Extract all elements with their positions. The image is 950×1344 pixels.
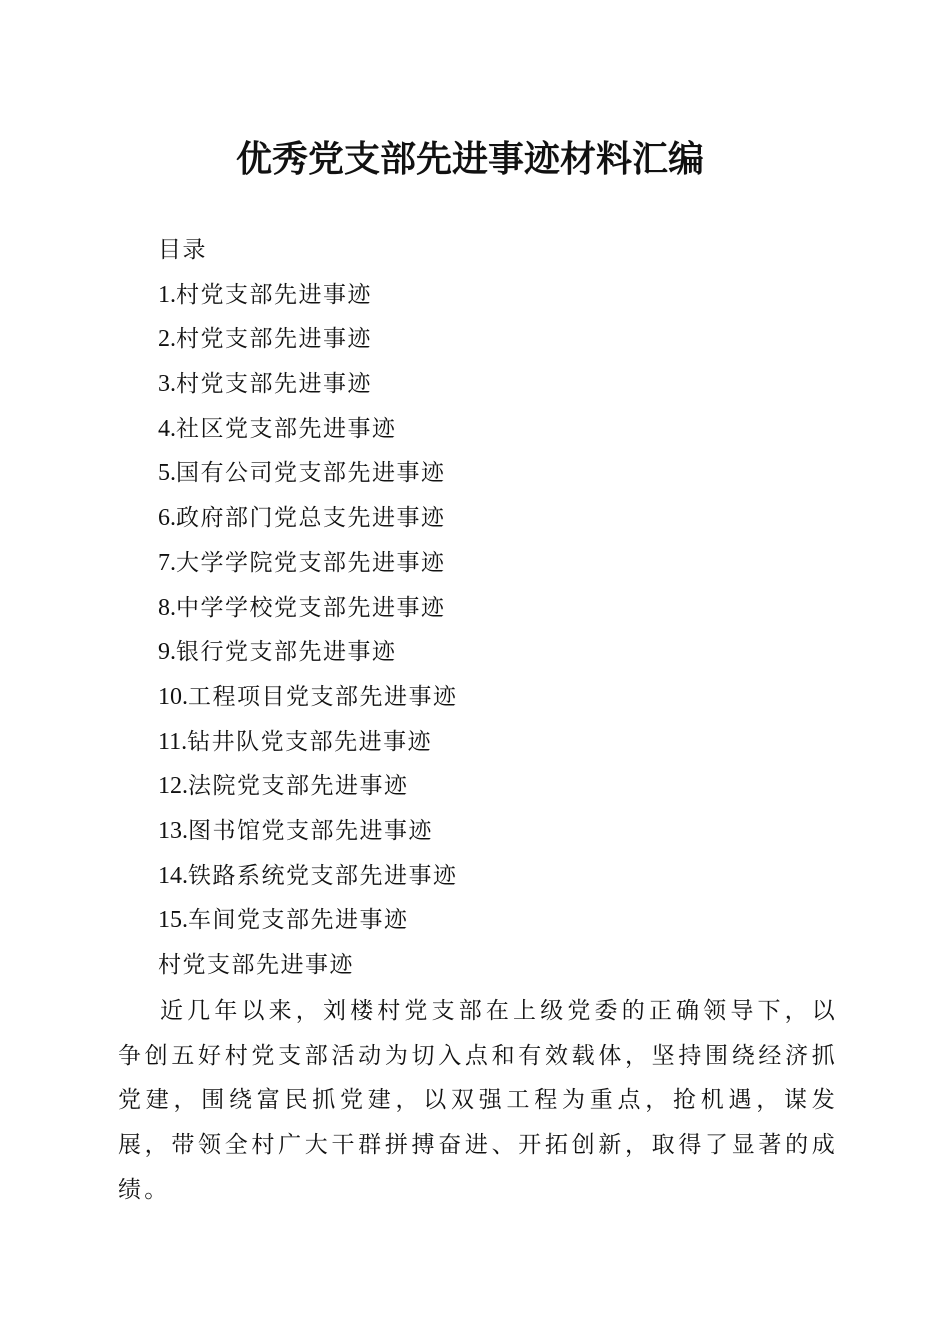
toc-item — [158, 675, 838, 720]
toc-item-number: 1. — [158, 281, 176, 308]
toc-item-text: 中学学校党支部先进事迹 — [176, 594, 446, 621]
toc-item — [158, 496, 838, 541]
toc-item-number: 8. — [158, 594, 176, 621]
table-of-contents — [158, 228, 838, 988]
toc-item-text: 村党支部先进事迹 — [176, 281, 372, 308]
toc-item-number: 9. — [158, 639, 176, 666]
toc-item-number: 6. — [158, 505, 176, 532]
toc-item — [158, 854, 838, 899]
toc-item-text: 车间党支部先进事迹 — [188, 907, 409, 934]
toc-item — [158, 586, 838, 631]
toc-item-text: 社区党支部先进事迹 — [176, 415, 397, 442]
toc-item — [158, 362, 838, 407]
toc-item-text: 国有公司党支部先进事迹 — [176, 460, 446, 487]
toc-item-text: 钻井队党支部先进事迹 — [187, 728, 433, 755]
toc-item-number: 2. — [158, 326, 176, 353]
toc-item — [158, 451, 838, 496]
toc-item — [158, 764, 838, 809]
toc-item-text: 村党支部先进事迹 — [176, 371, 372, 398]
toc-item — [158, 630, 838, 675]
toc-item-text: 图书馆党支部先进事迹 — [188, 817, 433, 844]
toc-item — [158, 720, 838, 765]
toc-item-number: 12. — [158, 773, 188, 800]
toc-item-number: 15. — [158, 907, 188, 934]
toc-item-number: 14. — [158, 862, 188, 889]
toc-item-number: 10. — [158, 683, 188, 710]
toc-item-number: 13. — [158, 817, 188, 844]
body-paragraph: 近几年以来，刘楼村党支部在上级党委的正确领导下，以争创五好村党支部活动为切入点和有效载体，坚持围绕经济抓党建，围绕富民抓党建，以双强工程为重点，抢机遇，谋发展，带领全村广大干群拼搏奋进、开拓创新，取得了显著的成绩。 — [118, 998, 838, 1203]
toc-item-text: 工程项目党支部先进事迹 — [188, 683, 458, 710]
toc-item — [158, 898, 838, 943]
toc-item-number: 5. — [158, 460, 176, 487]
toc-heading: 目录 — [158, 237, 207, 263]
toc-item-number: 3. — [158, 371, 176, 398]
toc-item-text: 村党支部先进事迹 — [176, 326, 372, 353]
toc-item-text: 政府部门党总支先进事迹 — [176, 505, 446, 532]
toc-item-number: 4. — [158, 415, 176, 442]
toc-item-text: 银行党支部先进事迹 — [176, 639, 397, 666]
toc-item — [158, 407, 838, 452]
toc-item-text: 铁路系统党支部先进事迹 — [188, 862, 458, 889]
section-heading: 村党支部先进事迹 — [158, 952, 354, 978]
toc-item — [158, 541, 838, 586]
toc-item-text: 法院党支部先进事迹 — [188, 773, 409, 800]
toc-item-text: 大学学院党支部先进事迹 — [176, 549, 446, 576]
toc-item-number: 7. — [158, 549, 176, 576]
toc-item — [158, 273, 838, 318]
document-title: 优秀党支部先进事迹材料汇编 — [235, 138, 704, 180]
toc-item — [158, 317, 838, 362]
toc-item-number: 11. — [158, 728, 188, 755]
toc-item — [158, 809, 838, 854]
